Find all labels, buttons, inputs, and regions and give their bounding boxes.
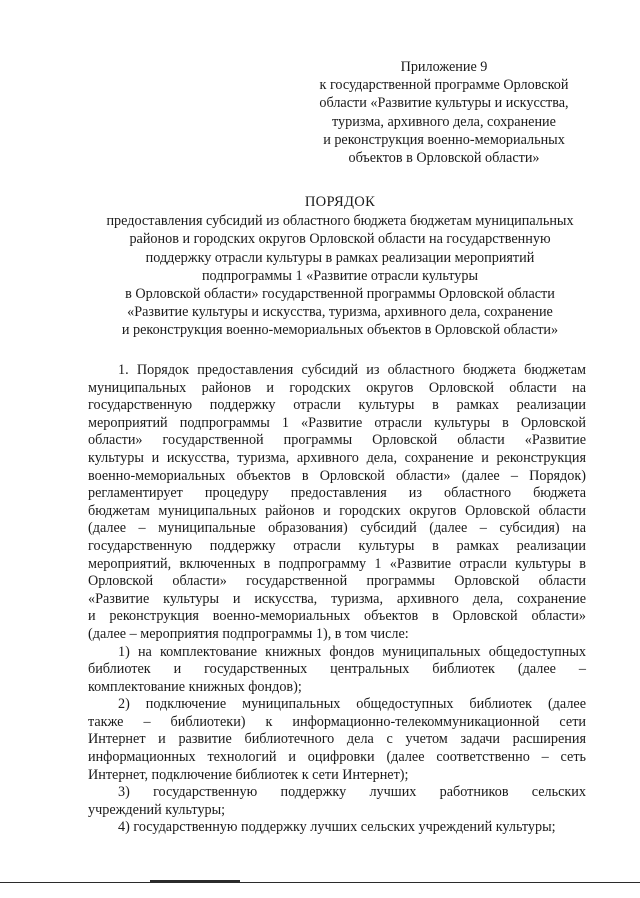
document-heading [60, 193, 620, 340]
body-line: (далее – муниципальные образования) субсидий (далее – субсидия) на [88, 520, 586, 537]
heading-line: предоставления субсидий из областного бюджета бюджетам муниципальных [106, 213, 574, 230]
body-line: «Развитие культуры и искусства, туризма, архивного дела, сохранение [88, 590, 586, 607]
body-line: Интернет, подключение библиотек к сети Интернет); [88, 766, 409, 783]
heading-line: и реконструкция военно-мемориальных объектов в Орловской области» [121, 322, 559, 339]
body-line: учреждений культуры; [88, 801, 226, 818]
heading-line: районов и городских округов Орловской области на государственную [129, 231, 551, 248]
document-body [88, 362, 586, 837]
body-line: муниципальных районов и городских округов Орловской области на [88, 379, 586, 396]
body-line: бюджетам муниципальных районов и городских округов Орловской области [88, 502, 586, 519]
body-line: государственную поддержку отрасли культуры в рамках реализации [88, 537, 586, 554]
appendix-header [292, 58, 596, 167]
body-line: 1) на комплектование книжных фондов муниципальных общедоступных [118, 643, 586, 660]
body-line: регламентирует процедуру предоставления из областного бюджета [88, 485, 586, 502]
body-line: государственную поддержку отрасли культуры в рамках реализации [88, 397, 586, 414]
heading-line: подпрограммы 1 «Развитие отрасли культуры [201, 267, 479, 284]
body-line: также – библиотеки) к информационно-телекоммуникационной сети [88, 713, 586, 730]
body-line: мероприятий, включенных в подпрограмму 1 «Развитие отрасли культуры в [88, 555, 586, 572]
appendix-line: объектов в Орловской области» [348, 150, 540, 167]
appendix-line: и реконструкция военно-мемориальных [323, 131, 565, 148]
appendix-line: области «Развитие культуры и искусства, [319, 95, 569, 112]
body-line: Интернет и развитие библиотечного дела с учетом задачи расширения [88, 731, 586, 748]
heading-line: в Орловской области» государственной программы Орловской области [125, 286, 555, 303]
body-line: (далее – мероприятия подпрограммы 1), в том числе: [88, 625, 409, 642]
body-line: 3) государственную поддержку лучших работников сельских [118, 784, 586, 801]
appendix-line: к государственной программе Орловской [319, 77, 569, 94]
bottom-rule-mark [150, 880, 240, 882]
body-line: 4) государственную поддержку лучших сельских учреждений культуры; [118, 819, 556, 836]
body-line: военно-мемориальных объектов в Орловской области» (далее – Порядок) [88, 467, 586, 484]
body-line: информационных технологий и оцифровки (далее соответственно – сеть [88, 749, 586, 766]
document-title: ПОРЯДОК [304, 194, 376, 210]
body-line: и реконструкция военно-мемориальных объектов в Орловской области» [88, 608, 586, 625]
heading-line: «Развитие культуры и искусства, туризма, архивного дела, сохранение [127, 304, 553, 321]
body-line: культуры и искусства, туризма, архивного дела, сохранение и реконструкция [88, 449, 586, 466]
heading-line: поддержку отрасли культуры в рамках реализации мероприятий [145, 249, 535, 266]
body-line: комплектование книжных фондов); [88, 678, 302, 695]
body-line: 1. Порядок предоставления субсидий из областного бюджета бюджетам [118, 362, 586, 378]
appendix-line: Приложение 9 [400, 59, 488, 75]
appendix-line: туризма, архивного дела, сохранение [332, 113, 556, 130]
bottom-rule [0, 882, 640, 883]
body-line: мероприятий подпрограммы 1 «Развитие отрасли культуры в Орловской [88, 414, 586, 431]
body-line: области» государственной программы Орловской области «Развитие [88, 432, 586, 449]
body-line: Орловской области» государственной программы Орловской области [88, 573, 586, 590]
body-line: 2) подключение муниципальных общедоступных библиотек (далее [118, 696, 586, 713]
body-line: библиотек и государственных центральных библиотек (далее – [88, 661, 586, 678]
